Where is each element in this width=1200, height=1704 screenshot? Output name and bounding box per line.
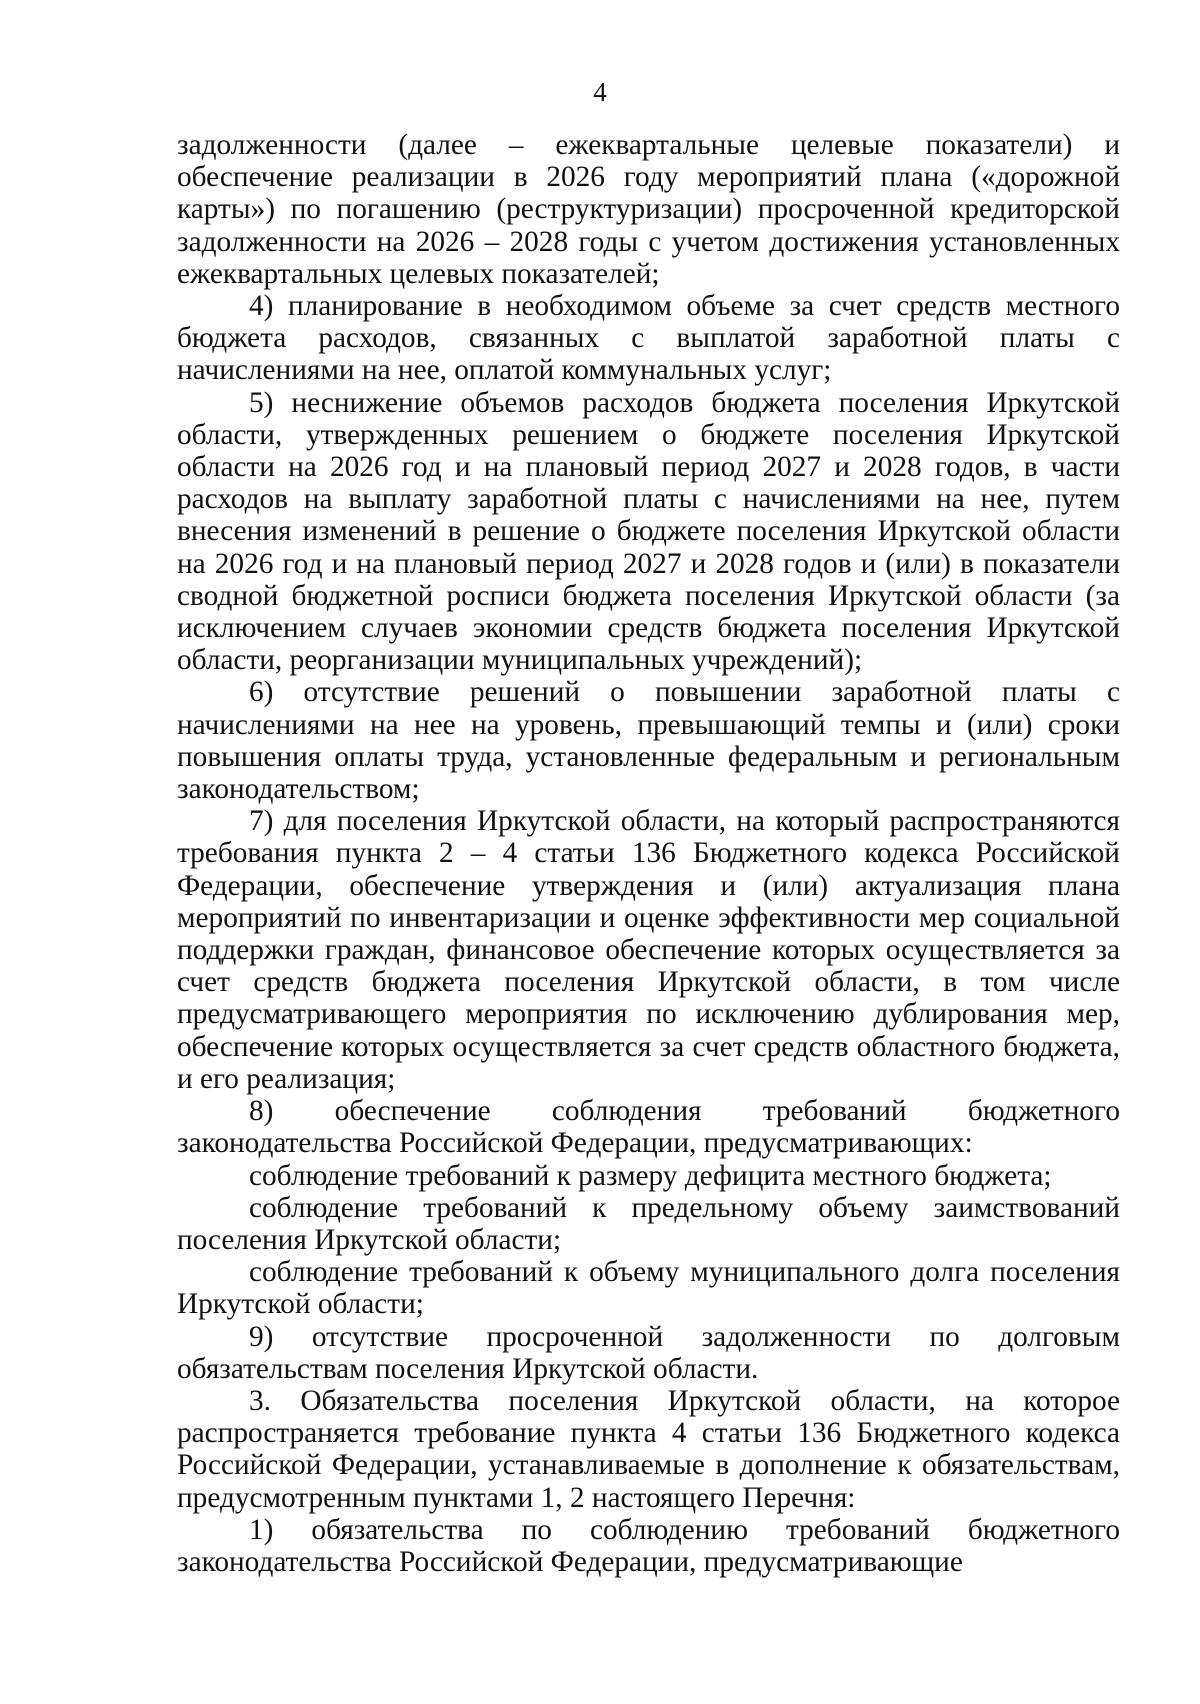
paragraph-section-3: 3. Обязательства поселения Иркутской области, на которое распространяется требование пункта 4 статьи 136 Бюджетного кодекса Российской Федерации, устанавливаемые в дополнение к обязательствам, предусмотренным пунктами 1, 2 настоящего Перечня: (177, 1384, 1120, 1514)
paragraph-item-5: 5) неснижение объемов расходов бюджета поселения Иркутской области, утвержденных решением о бюджете поселения Иркутской области на 2026 год и на плановый период 2027 и 2028 годов, в части расходов на выплату заработной платы с начислениями на нее, путем внесения изменений в решение о бюджете поселения Иркутской области на 2026 год и на плановый период 2027 и 2028 годов и (или) в показатели сводной бюджетной росписи бюджета поселения Иркутской области (за исключением случаев экономии средств бюджета поселения Иркутской области, реорганизации муниципальных учреждений); (177, 386, 1120, 677)
paragraph-item-4: 4) планирование в необходимом объеме за счет средств местного бюджета расходов, связанных с выплатой заработной платы с начислениями на нее, оплатой коммунальных услуг; (177, 290, 1120, 387)
page-number: 4 (593, 77, 607, 107)
document-body (177, 129, 1120, 1578)
paragraph-section-3-item-1: 1) обязательства по соблюдению требований бюджетного законодательства Российской Федерации, предусматривающие (177, 1513, 1120, 1578)
paragraph-item-7: 7) для поселения Иркутской области, на который распространяются требования пункта 2 – 4 статьи 136 Бюджетного кодекса Российской Федерации, обеспечение утверждения и (или) актуализация плана мероприятий по инвентаризации и оценке эффективности мер социальной поддержки граждан, финансовое обеспечение которых осуществляется за счет средств бюджета поселения Иркутской области, в том числе предусматривающего мероприятия по исключению дублирования мер, обеспечение которых осуществляется за счет средств областного бюджета, и его реализация; (177, 805, 1120, 1095)
paragraph-subitem-debt: соблюдение требований к объему муниципального долга поселения Иркутской области; (177, 1256, 1120, 1321)
paragraph-item-6: 6) отсутствие решений о повышении заработной платы с начислениями на нее на уровень, превышающий темпы и (или) сроки повышения оплаты труда, установленные федеральным и региональным законодательством; (177, 676, 1120, 806)
paragraph-item-8: 8) обеспечение соблюдения требований бюджетного законодательства Российской Федерации, предусматривающих: (177, 1095, 1120, 1160)
paragraph-continuation: задолженности (далее – ежеквартальные целевые показатели) и обеспечение реализации в 2026 году мероприятий плана («дорожной карты») по погашению (реструктуризации) просроченной кредиторской задолженности на 2026 – 2028 годы с учетом достижения установленных ежеквартальных целевых показателей; (177, 129, 1120, 290)
paragraph-subitem-borrowing: соблюдение требований к предельному объему заимствований поселения Иркутской области; (177, 1191, 1120, 1256)
paragraph-item-9: 9) отсутствие просроченной задолженности по долговым обязательствам поселения Иркутской области. (177, 1320, 1120, 1385)
paragraph-subitem-deficit: соблюдение требований к размеру дефицита местного бюджета; (249, 1159, 1052, 1192)
